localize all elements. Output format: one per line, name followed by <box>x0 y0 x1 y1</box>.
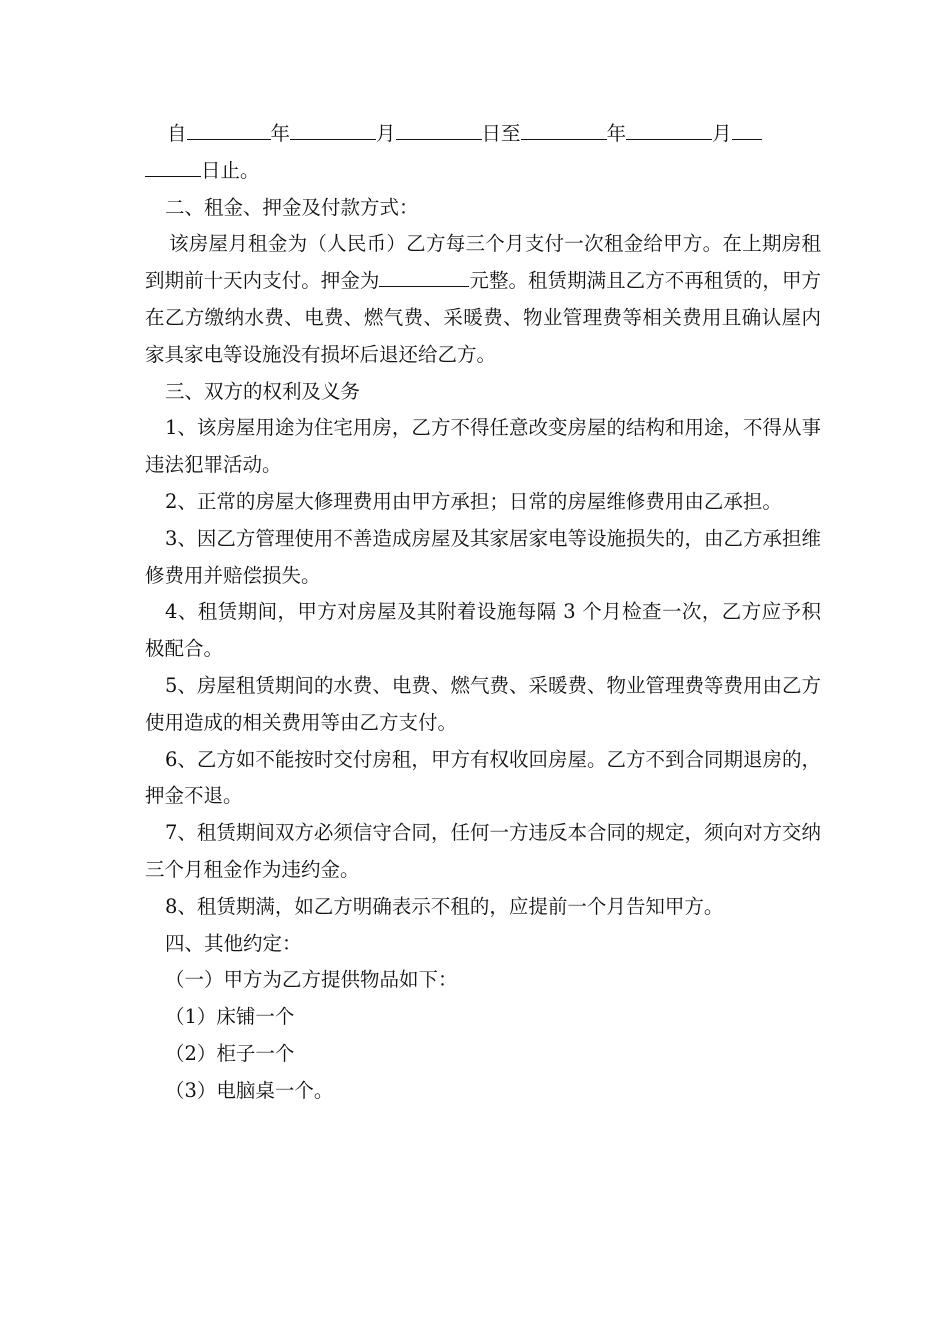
rent-text-a: 该房屋月租金为（人民币）乙方每三个月支付一次租金给甲方。在上期房租到期前十天内支付。押金为 <box>145 232 821 293</box>
rent-text-b: 元整。租赁期满且乙方不再租赁的，甲方在乙方缴纳水费、电费、燃气费、采暖费、物业管理费等相关费用且确认屋内家具家电等设施没有损坏后退还给乙方。 <box>145 269 821 366</box>
provided-item-1: （1）床铺一个 <box>165 1005 295 1029</box>
clause-2: 2、正常的房屋大修理费用由甲方承担；日常的房屋维修费用由乙承担。 <box>165 489 782 513</box>
section-2-heading: 二、租金、押金及付款方式： <box>165 195 419 219</box>
lease-term-line <box>145 116 821 190</box>
term-from-label: 自 <box>167 122 187 145</box>
end-year-blank <box>521 117 607 140</box>
start-month-blank <box>290 117 376 140</box>
clause-7: 7、租赁期间双方必须信守合同，任何一方违反本合同的规定，须向对方交纳三个月租金作为违约金。 <box>145 821 821 881</box>
clause-5: 5、房屋租赁期间的水费、电费、燃气费、采暖费、物业管理费等费用由乙方使用造成的相关费用等由乙方支付。 <box>145 673 821 734</box>
term-end-month-label: 月 <box>712 122 732 145</box>
term-to-label: 日至 <box>481 122 521 145</box>
clause-8: 8、租赁期满，如乙方明确表示不租的，应提前一个月告知甲方。 <box>165 894 724 918</box>
clause-3: 3、因乙方管理使用不善造成房屋及其家居家电等设施损失的，由乙方承担维修费用并赔偿损失。 <box>145 526 821 587</box>
provided-item-3: （3）电脑桌一个。 <box>165 1078 334 1102</box>
end-day-blank-a <box>732 117 762 140</box>
start-day-blank <box>396 117 482 140</box>
end-day-blank-b <box>145 154 201 177</box>
term-end-label: 日止。 <box>201 158 260 182</box>
term-month-label: 月 <box>376 122 396 145</box>
clause-1: 1、该房屋用途为住宅用房，乙方不得任意改变房屋的结构和用途，不得从事违法犯罪活动。 <box>145 416 821 477</box>
clause-4: 4、租赁期间，甲方对房屋及其附着设施每隔 3 个月检查一次，乙方应予积极配合。 <box>145 600 821 661</box>
term-end-year-label: 年 <box>606 122 627 145</box>
section-3-heading: 三、双方的权利及义务 <box>165 379 361 403</box>
contract-page <box>145 116 821 1110</box>
deposit-amount-blank <box>379 264 469 287</box>
section-2-body <box>145 226 821 373</box>
end-month-blank <box>626 117 712 140</box>
section-4-heading: 四、其他约定： <box>165 931 302 955</box>
term-year-label: 年 <box>270 122 291 145</box>
provided-item-2: （2）柜子一个 <box>165 1041 295 1065</box>
provided-items-heading: （一）甲方为乙方提供物品如下： <box>165 968 458 992</box>
start-year-blank <box>187 117 271 140</box>
clause-6: 6、乙方如不能按时交付房租，甲方有权收回房屋。乙方不到合同期退房的，押金不退。 <box>145 747 821 808</box>
